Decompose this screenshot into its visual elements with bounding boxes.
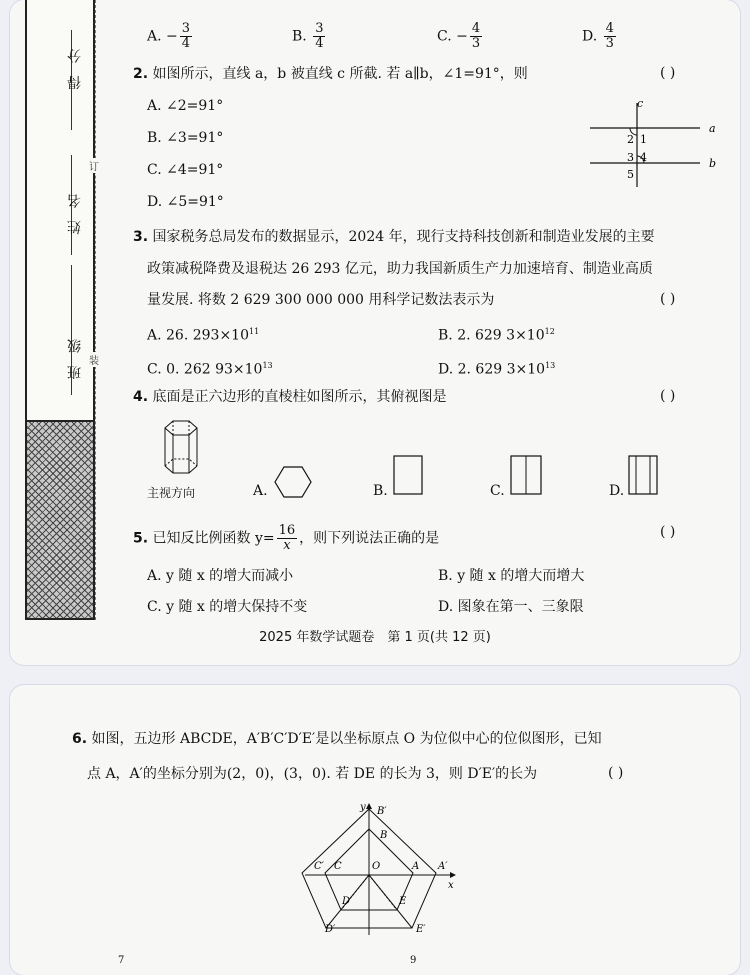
q1-a-den: 4 xyxy=(181,36,191,51)
q6-line1-text: 如图，五边形 ABCDE，A′B′C′D′E′是以坐标原点 O 为位似中心的位似图形，已知 xyxy=(91,731,602,747)
q1-a-label: A. xyxy=(147,28,162,45)
q2-option-b: B. ∠3=91° xyxy=(147,130,224,146)
q1-option-c xyxy=(437,22,484,51)
q5-text-after: ，则下列说法正确的是 xyxy=(299,530,440,547)
binding-dashed-line xyxy=(95,0,96,620)
label-E: E xyxy=(399,896,407,907)
bottom-mark-left: 7 xyxy=(118,955,125,966)
q4-text: 底面是正六边形的直棱柱如图所示，其俯视图是 xyxy=(152,389,447,405)
q1-b-label: B. xyxy=(292,28,307,45)
label-C: C xyxy=(334,861,342,872)
q4-option-d-label: D. xyxy=(609,483,625,499)
q6-number: 6. xyxy=(72,731,88,747)
q1-a-sign: − xyxy=(166,28,178,45)
q2-parallel-lines-figure xyxy=(585,95,725,190)
name-label: 姓 名 xyxy=(67,190,83,235)
q3-d-text: D. 2. 629 3×10 xyxy=(438,361,546,378)
q1-b-frac xyxy=(313,22,325,51)
hatched-block xyxy=(27,420,93,618)
q1-c-label: C. xyxy=(437,28,452,45)
option-a-hexagon xyxy=(272,462,316,502)
q1-option-b xyxy=(292,22,327,51)
q5-frac-num: 16 xyxy=(278,523,296,538)
label-angle-4: 4 xyxy=(640,151,647,164)
q2-option-a: A. ∠2=91° xyxy=(147,98,224,114)
label-angle-3: 3 xyxy=(627,151,634,164)
q5-frac-den: x xyxy=(283,538,291,553)
option-c-rectangle-one-line xyxy=(510,455,546,497)
q3-b-exp: 12 xyxy=(544,327,555,336)
axis-label-y: y xyxy=(360,802,366,813)
bottom-mark-right: 9 xyxy=(410,955,417,966)
q3-a-exp: 11 xyxy=(249,327,260,336)
q3-option-a xyxy=(147,323,259,345)
hexagonal-prism-figure xyxy=(155,418,215,480)
q2-answer-paren: ( ) xyxy=(660,65,676,81)
q3-a-text: A. 26. 293×10 xyxy=(147,327,249,344)
label-O: O xyxy=(372,861,381,872)
ding-char: 订 xyxy=(89,158,99,173)
q5-option-d: D. 图象在第一、三象限 xyxy=(438,599,584,615)
q2-number: 2. xyxy=(133,66,149,82)
q3-c-exp: 13 xyxy=(262,361,273,370)
front-view-label: 主视方向 xyxy=(147,486,196,500)
q1-c-den: 3 xyxy=(471,36,481,51)
q2-option-c: C. ∠4=91° xyxy=(147,162,224,178)
label-A-prime: A′ xyxy=(438,861,448,872)
label-C-prime: C′ xyxy=(314,861,324,872)
label-c: c xyxy=(637,97,644,110)
q1-d-num: 4 xyxy=(605,21,614,36)
q1-d-frac xyxy=(604,22,616,51)
label-E-prime: E′ xyxy=(416,924,426,935)
q4-stem xyxy=(133,388,447,406)
label-B-prime: B′ xyxy=(377,806,387,817)
q4-option-a-label: A. xyxy=(253,483,268,499)
q3-line1-text: 国家税务总局发布的数据显示，2024 年，现行支持科技创新和制造业发展的主要 xyxy=(152,229,655,245)
q6-answer-paren: ( ) xyxy=(608,765,624,781)
q3-line3: 量发展. 将数 2 629 300 000 000 用科学记数法表示为 xyxy=(147,292,495,308)
q6-line2: 点 A，A′的坐标分别为(2，0)，(3，0). 若 DE 的长为 3，则 D′E′的长为 xyxy=(87,766,538,782)
zhuang-char: 装 xyxy=(89,352,99,367)
q5-text-before: 已知反比例函数 y= xyxy=(152,530,275,547)
exam-page-2 xyxy=(10,685,740,975)
q1-d-label: D. xyxy=(582,28,598,45)
q1-option-d xyxy=(582,22,618,51)
q1-option-a xyxy=(147,22,194,51)
binding-strip xyxy=(25,0,95,620)
q2-stem xyxy=(133,65,528,83)
q5-stem xyxy=(133,524,439,553)
q4-option-b-label: B. xyxy=(373,483,388,499)
q4-number: 4. xyxy=(133,389,149,405)
label-B: B xyxy=(380,830,388,841)
q5-option-b: B. y 随 x 的增大而增大 xyxy=(438,568,585,584)
q3-option-c xyxy=(147,357,273,379)
q1-c-sign: − xyxy=(456,28,468,45)
q3-b-text: B. 2. 629 3×10 xyxy=(438,327,545,344)
q6-pentagon-figure xyxy=(300,800,470,940)
q4-answer-paren: ( ) xyxy=(660,388,676,404)
label-angle-5: 5 xyxy=(627,168,634,181)
x-arrow xyxy=(450,872,456,878)
q3-number: 3. xyxy=(133,229,149,245)
q5-number: 5. xyxy=(133,530,149,547)
label-angle-2: 2 xyxy=(627,133,634,146)
label-D-prime: D′ xyxy=(325,924,336,935)
exam-page-1 xyxy=(10,0,740,665)
axis-label-x: x xyxy=(448,880,454,891)
q3-option-d xyxy=(438,357,555,379)
q3-option-b xyxy=(438,323,555,345)
label-angle-1: 1 xyxy=(640,133,647,146)
page-footer: 2025 年数学试题卷 第 1 页(共 12 页) xyxy=(259,630,491,645)
option-b-rectangle xyxy=(393,455,429,497)
q5-answer-paren: ( ) xyxy=(660,524,676,540)
q1-d-den: 3 xyxy=(605,36,614,51)
q3-c-text: C. 0. 262 93×10 xyxy=(147,361,263,378)
score-label: 得 分 xyxy=(67,45,83,90)
q4-option-c-label: C. xyxy=(490,483,505,499)
q6-line1 xyxy=(72,730,602,748)
q3-answer-paren: ( ) xyxy=(660,291,676,307)
q1-b-den: 4 xyxy=(315,36,324,51)
q3-line1 xyxy=(133,228,655,246)
q1-a-num: 3 xyxy=(181,21,191,36)
label-b: b xyxy=(709,157,717,170)
q3-d-exp: 13 xyxy=(545,361,556,370)
label-a: a xyxy=(709,122,716,135)
y-arrow xyxy=(366,803,372,809)
q3-line2: 政策减税降费及退税达 26 293 亿元，助力我国新质生产力加速培育、制造业高质 xyxy=(147,261,653,277)
label-A: A xyxy=(412,861,420,872)
q5-option-c: C. y 随 x 的增大保持不变 xyxy=(147,599,308,615)
q1-c-num: 4 xyxy=(471,21,481,36)
class-label: 班 级 xyxy=(67,335,83,380)
q1-a-frac xyxy=(180,22,192,51)
q2-text: 如图所示，直线 a，b 被直线 c 所截. 若 a∥b，∠1=91°，则 xyxy=(152,66,528,82)
option-d-rectangle-two-lines xyxy=(628,455,664,497)
q1-b-num: 3 xyxy=(315,21,324,36)
q2-option-d: D. ∠5=91° xyxy=(147,194,224,210)
label-D: D xyxy=(342,896,351,907)
q1-c-frac xyxy=(470,22,482,51)
q5-frac xyxy=(277,524,298,553)
q5-option-a: A. y 随 x 的增大而减小 xyxy=(147,568,294,584)
